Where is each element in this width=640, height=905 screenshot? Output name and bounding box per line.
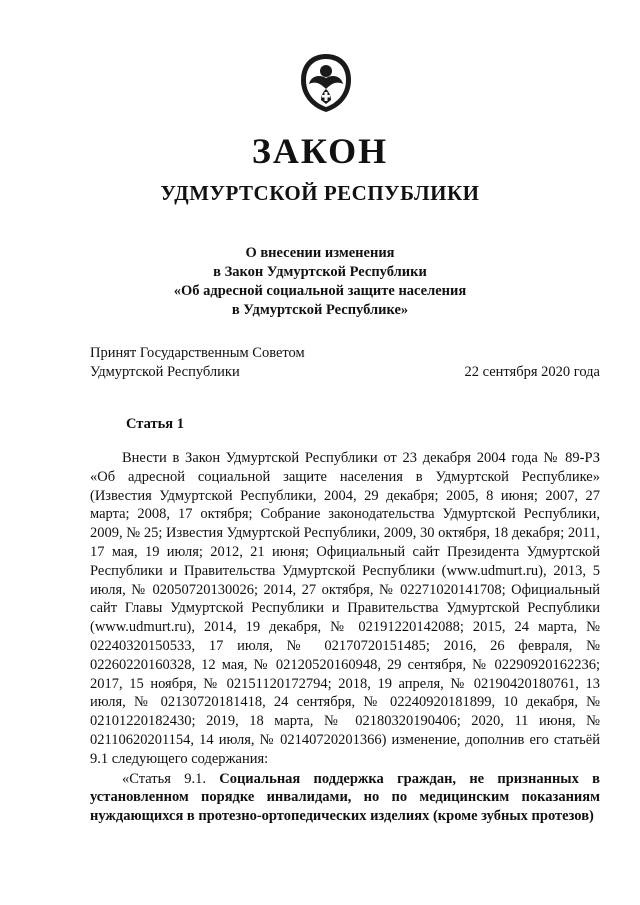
heading-line: «Об адресной социальной защите населения: [173, 283, 467, 299]
adoption-line: Удмуртской Республики: [90, 364, 240, 380]
law-heading: [150, 244, 490, 320]
document-title: ЗАКОН: [251, 131, 389, 171]
heading-line: в Закон Удмуртской Республики: [213, 264, 427, 280]
article-body: [90, 449, 600, 826]
heading-line: в Удмуртской Республике»: [231, 302, 409, 318]
adoption-date: 22 сентября 2020 года: [464, 364, 600, 380]
coat-of-arms-icon: [297, 52, 355, 114]
article-quote: [90, 770, 600, 826]
adoption-line: Принят Государственным Советом: [90, 345, 305, 361]
heading-line: О внесении изменения: [245, 245, 395, 261]
article-title: Статья 1: [126, 416, 184, 432]
document-subtitle: УДМУРТСКОЙ РЕСПУБЛИКИ: [160, 181, 480, 205]
article-paragraph: Внести в Закон Удмуртской Республики от 23 декабря 2004 года № 89-РЗ «Об адресной социальной защите населения в Удмуртской Республике» (Известия Удмуртской Республики, 2004, 29 декабря; 2005, 8 июня; 2007, 27 марта; 2008, 17 октября; Собрание законодательства Удмуртской Республики, 2009, № 25; Известия Удмуртской Республики, 2009, 30 октября, 18 декабря; 2011, 17 мая, 19 июля; 2012, 21 июня; Официальный сайт Президента Удмуртской Республики и Правительства Удмуртской Республики (www.udmurt.ru), 2013, 5 июля, № 02050720130026; 2014, 27 октября, № 02271020141708; Официальный сайт Главы Удмуртской Республики и Правительства Удмуртской Республики (www.udmurt.ru), 2014, 19 декабря, № 02191220142088; 2015, 24 марта, № 02240320150533, 17 июля, № 02170720151485; 2016, 26 февраля, № 02260220160328, 12 мая, № 02120520160948, 29 сентября, № 02290920162236; 2017, 15 ноября, № 02151120172794; 2018, 19 апреля, № 02190420180761, 13 июля, № 02130720181418, 24 сентября, № 02240920181899, 10 декабря, № 02101220182430; 2019, 18 марта, № 02180320190406; 2020, 11 июня, № 02110620201154, 14 июля, № 02140720201366) изменение, дополнив его статьёй 9.1 следующего содержания:: [90, 450, 600, 767]
quote-title: Социальная поддержка граждан, не признанных в установленном порядке инвалидами, но по медицинским показаниям нуждающихся в протезно-ортопедических изделиях (кроме зубных протезов): [90, 770, 600, 825]
quote-prefix: «Статья 9.1.: [122, 770, 220, 787]
adoption-statement: [90, 344, 305, 382]
